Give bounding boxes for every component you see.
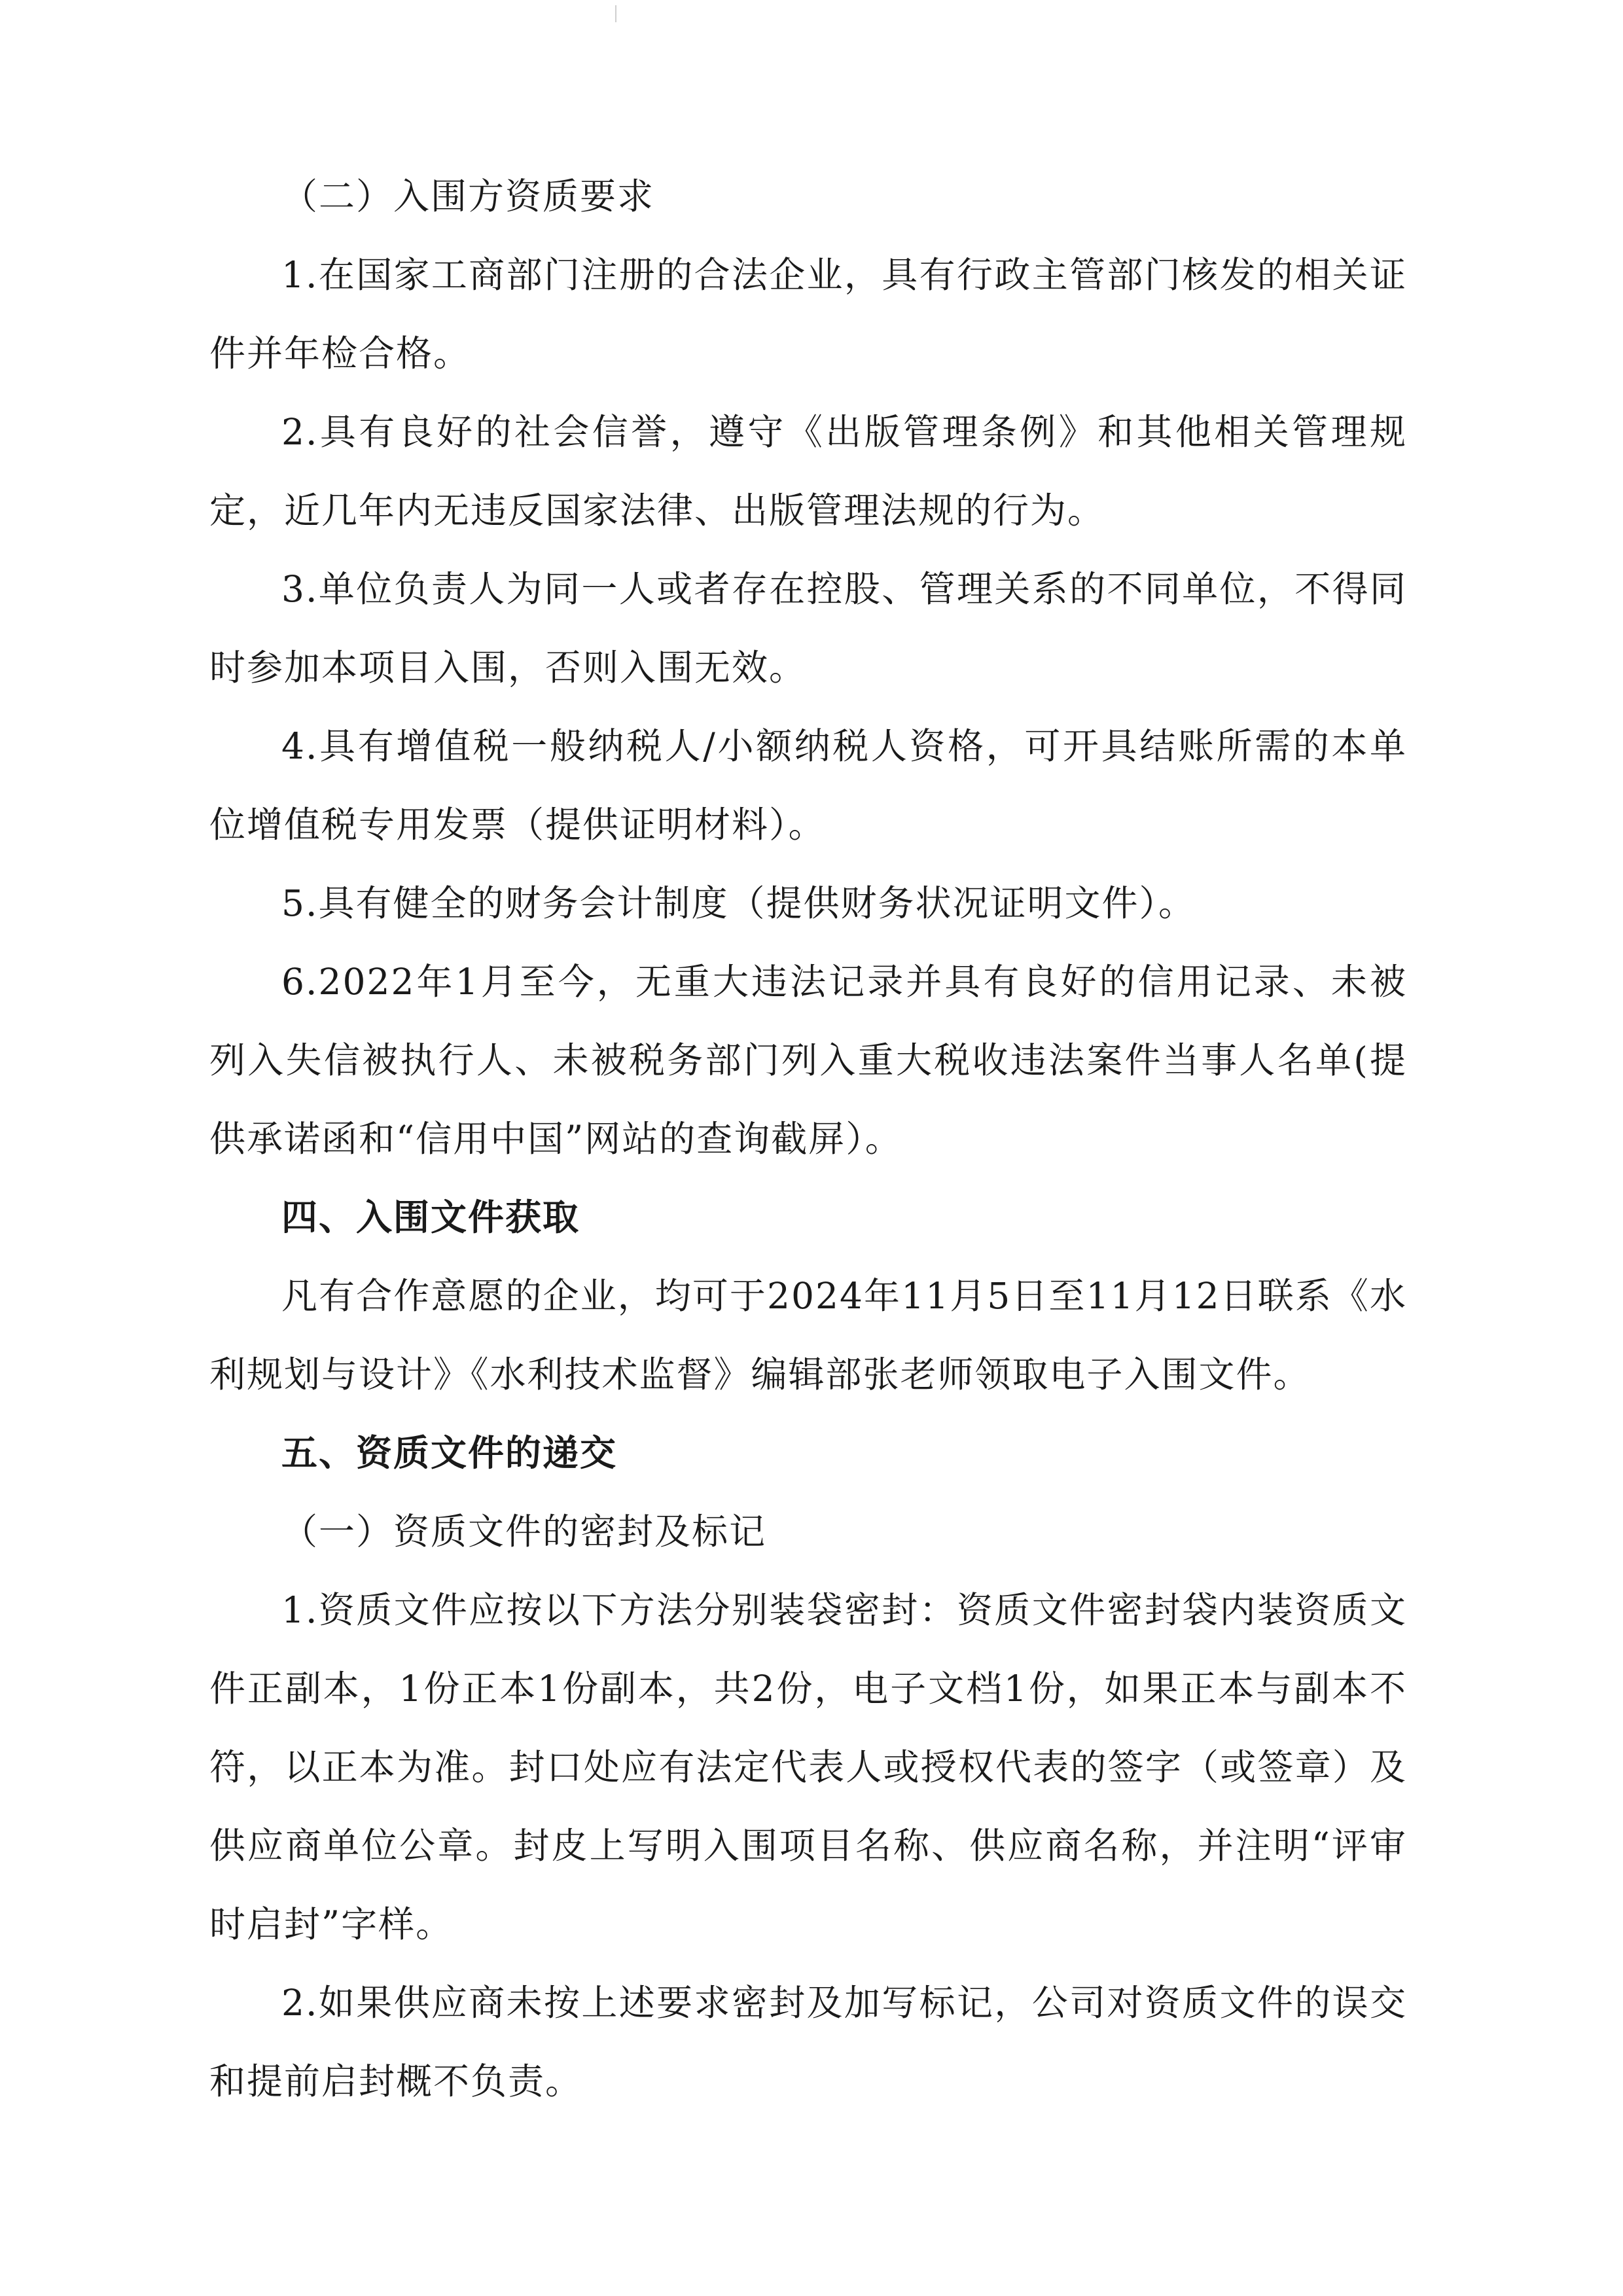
qualification-item-2: 2.具有良好的社会信誉，遵守《出版管理条例》和其他相关管理规定，近几年内无违反国家法律、出版管理法规的行为。: [209, 411, 1407, 531]
section-4-heading: 四、入围文件获取: [281, 1196, 580, 1238]
section-5-heading: 五、资质文件的递交: [281, 1432, 618, 1474]
sealing-heading: （一）资质文件的密封及标记: [281, 1511, 767, 1552]
document-body: [209, 157, 1407, 2121]
qualification-item-5: 5.具有健全的财务会计制度（提供财务状况证明文件）。: [281, 882, 1196, 924]
qualification-item-4: 4.具有增值税一般纳税人/小额纳税人资格，可开具结账所需的本单位增值税专用发票（提供证明材料）。: [209, 725, 1407, 846]
qualification-item-6: 6.2022年1月至今，无重大违法记录并具有良好的信用记录、未被列入失信被执行人、未被税务部门列入重大税收违法案件当事人名单(提供承诺函和“信用中国”网站的查询截屏）。: [209, 961, 1407, 1160]
qualification-item-1: 1.在国家工商部门注册的合法企业，具有行政主管部门核发的相关证件并年检合格。: [209, 254, 1407, 374]
qualification-item-3: 3.单位负责人为同一人或者存在控股、管理关系的不同单位，不得同时参加本项目入围，否则入围无效。: [209, 568, 1407, 689]
sealing-item-1: 1.资质文件应按以下方法分别装袋密封：资质文件密封袋内装资质文件正副本，1份正本1份副本，共2份，电子文档1份，如果正本与副本不符，以正本为准。封口处应有法定代表人或授权代表的签字（或签章）及供应商单位公章。封皮上写明入围项目名称、供应商名称，并注明“评审时启封”字样。: [209, 1589, 1407, 1945]
scan-mark: [615, 5, 616, 22]
qualification-heading: （二）入围方资质要求: [281, 175, 655, 217]
section-4-body: 凡有合作意愿的企业，均可于2024年11月5日至11月12日联系《水利规划与设计》《水利技术监督》编辑部张老师领取电子入围文件。: [209, 1275, 1407, 1395]
sealing-item-2: 2.如果供应商未按上述要求密封及加写标记，公司对资质文件的误交和提前启封概不负责。: [209, 1982, 1407, 2102]
